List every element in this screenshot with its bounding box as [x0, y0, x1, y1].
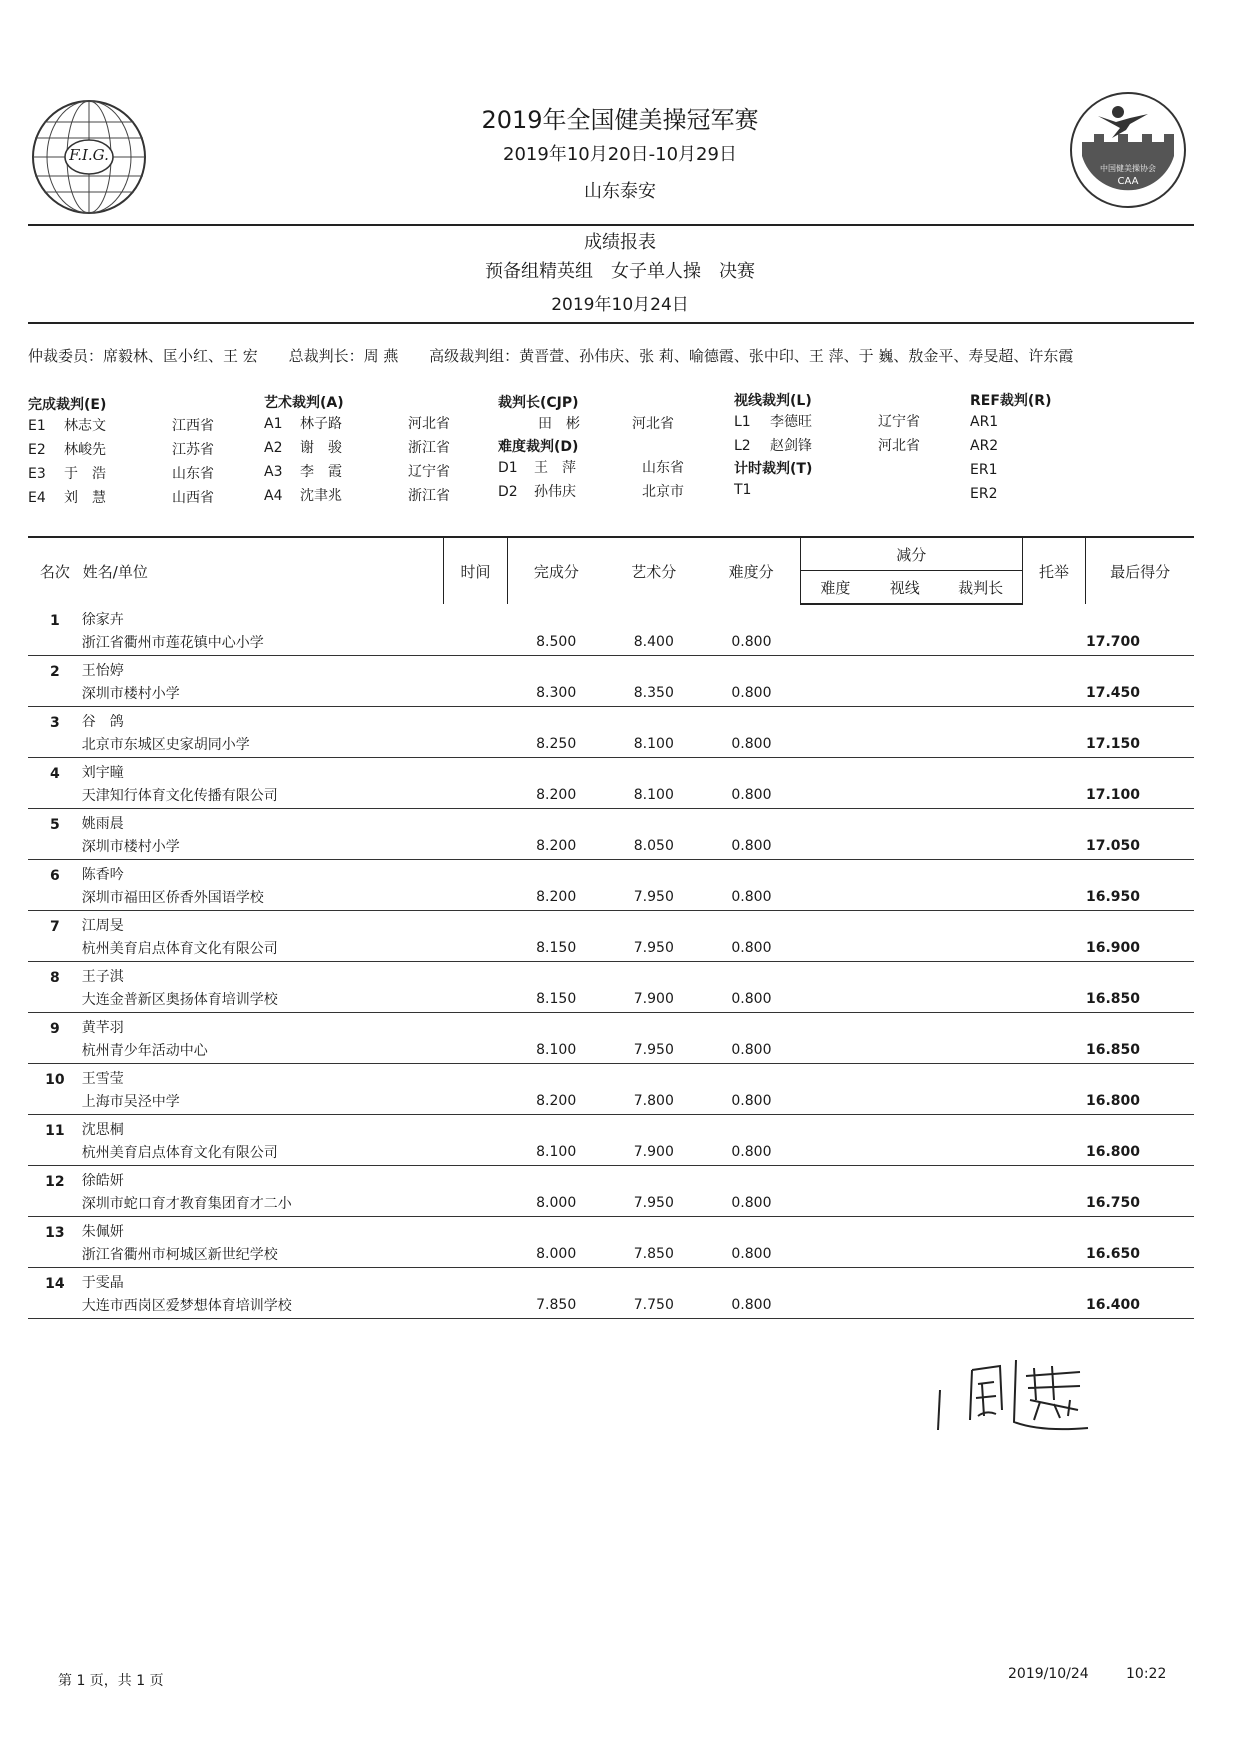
table-row-detail: [28, 884, 1194, 911]
judge-province: 辽宁省: [408, 464, 450, 480]
line-judges-title: 视线裁判(L): [734, 393, 812, 409]
report-subtitle: 预备组精英组 女子单人操 决赛: [485, 261, 755, 282]
judge-code: E4: [28, 490, 46, 506]
ref-judge-code: ER2: [970, 486, 998, 502]
judge-code: A2: [264, 440, 283, 456]
judge-row: [734, 410, 920, 434]
col-rank: 名次: [28, 537, 82, 604]
exec-score: 8.150: [507, 935, 605, 962]
rank-cell: 3: [50, 715, 60, 731]
final-score: 16.750: [1086, 1190, 1194, 1217]
judge-name: 孙伟庆: [534, 484, 576, 500]
execution-judges-title: 完成裁判(E): [28, 397, 107, 413]
execution-judges: [28, 394, 214, 510]
jury-committee: 仲裁委员：席毅林、匡小红、王 宏: [28, 347, 258, 365]
judge-code: D2: [498, 484, 518, 500]
rank-cell: 13: [45, 1225, 65, 1241]
col-name: 姓名/单位: [82, 537, 444, 604]
diff-score: 0.800: [703, 680, 801, 707]
table-row: [28, 911, 1194, 936]
rank-cell: 7: [50, 919, 60, 935]
athlete-unit: 杭州美育启点体育文化有限公司: [82, 935, 444, 962]
print-time: 10:22: [1126, 1666, 1167, 1682]
table-row: [28, 809, 1194, 834]
final-score: 17.150: [1086, 731, 1194, 758]
judge-name: 林峻先: [64, 442, 106, 458]
rank-cell: 1: [50, 613, 60, 629]
judge-row: [264, 484, 450, 508]
table-row-detail: [28, 1292, 1194, 1319]
diff-score: 0.800: [703, 731, 801, 758]
judge-code: A1: [264, 416, 283, 432]
judge-code: E3: [28, 466, 46, 482]
event-dates: 2019年10月20日-10月29日: [503, 144, 737, 165]
timer-judge-code: T1: [734, 482, 752, 498]
col-ded-difficulty: 难度: [800, 571, 870, 605]
diff-score: 0.800: [703, 1190, 801, 1217]
rank-cell: 6: [50, 868, 60, 884]
exec-score: 8.200: [507, 884, 605, 911]
athlete-name: 刘宇瞳: [81, 765, 124, 781]
exec-score: 8.200: [507, 782, 605, 809]
exec-score: 8.300: [507, 680, 605, 707]
final-score: 16.850: [1086, 1037, 1194, 1064]
fig-logo-text: F.I.G.: [69, 146, 109, 164]
diff-score: 0.800: [703, 1292, 801, 1319]
table-row-detail: [28, 731, 1194, 758]
final-score: 17.450: [1086, 680, 1194, 707]
judge-row: [264, 460, 450, 484]
athlete-unit: 深圳市福田区侨香外国语学校: [82, 884, 444, 911]
athlete-unit: 天津知行体育文化传播有限公司: [82, 782, 444, 809]
difficulty-judges-title: 难度裁判(D): [498, 439, 579, 455]
athlete-unit: 北京市东城区史家胡同小学: [82, 731, 444, 758]
athlete-unit: 深圳市楼村小学: [82, 833, 444, 860]
ref-judge-code: AR2: [970, 438, 999, 454]
col-diff: 难度分: [703, 537, 801, 604]
table-row: [28, 707, 1194, 732]
table-row: [28, 1115, 1194, 1140]
judge-row: [28, 414, 214, 438]
judge-code: L2: [734, 438, 751, 454]
print-date: 2019/10/24: [1008, 1666, 1089, 1682]
table-row-detail: [28, 1037, 1194, 1064]
art-score: 7.800: [605, 1088, 703, 1115]
table-row-detail: [28, 680, 1194, 707]
athlete-name: 王怡婷: [81, 663, 124, 679]
judge-row: [734, 434, 920, 458]
judge-code: A4: [264, 488, 283, 504]
table-row: [28, 656, 1194, 681]
chief-judge-title: 裁判长(CJP): [498, 395, 579, 411]
final-score: 16.950: [1086, 884, 1194, 911]
judge-province: 浙江省: [408, 488, 450, 504]
table-row-detail: [28, 833, 1194, 860]
exec-score: 8.500: [507, 629, 605, 656]
table-row-detail: [28, 1088, 1194, 1115]
table-row: [28, 1217, 1194, 1242]
athlete-name: 王雪莹: [81, 1071, 124, 1087]
results-table: [28, 536, 1194, 1319]
judge-name: 刘 慧: [64, 490, 106, 506]
col-deduction: 减分: [800, 537, 1022, 571]
athlete-unit: 杭州美育启点体育文化有限公司: [82, 1139, 444, 1166]
final-score: 16.900: [1086, 935, 1194, 962]
exec-score: 8.000: [507, 1190, 605, 1217]
exec-score: 8.200: [507, 1088, 605, 1115]
report-divider: [28, 322, 1194, 324]
col-lift: 托举: [1022, 537, 1086, 604]
caa-logo-text: 中国健美操协会: [1100, 164, 1156, 173]
rank-cell: 14: [45, 1276, 65, 1292]
diff-score: 0.800: [703, 1088, 801, 1115]
head-judge: 总裁判长：周 燕: [288, 347, 399, 365]
final-score: 17.700: [1086, 629, 1194, 656]
art-score: 7.900: [605, 1139, 703, 1166]
col-ded-chief: 裁判长: [940, 571, 1023, 605]
officials-line: [28, 345, 1099, 366]
event-title: 2019年全国健美操冠军赛: [481, 106, 759, 134]
report-title: 成绩报表: [584, 232, 656, 253]
judge-province: 浙江省: [408, 440, 450, 456]
athlete-name: 谷 鸽: [81, 714, 124, 730]
art-score: 8.100: [605, 731, 703, 758]
final-score: 16.400: [1086, 1292, 1194, 1319]
athlete-name: 黄芊羽: [81, 1020, 124, 1036]
athlete-name: 徐家卉: [81, 612, 124, 628]
diff-score: 0.800: [703, 629, 801, 656]
final-score: 16.850: [1086, 986, 1194, 1013]
table-row: [28, 1166, 1194, 1191]
chief-judge-province: 河北省: [632, 416, 674, 432]
athlete-name: 陈香吟: [81, 867, 124, 883]
judge-code: D1: [498, 460, 518, 476]
judge-province: 江西省: [172, 418, 214, 434]
athlete-unit: 深圳市楼村小学: [82, 680, 444, 707]
signature: [930, 1340, 1110, 1450]
chief-judge-name: 田 彬: [538, 416, 580, 432]
judge-province: 河北省: [878, 438, 920, 454]
art-score: 7.850: [605, 1241, 703, 1268]
rank-cell: 12: [45, 1174, 65, 1190]
judge-row: [264, 436, 450, 460]
exec-score: 8.100: [507, 1139, 605, 1166]
table-row: [28, 1013, 1194, 1038]
exec-score: 8.250: [507, 731, 605, 758]
athlete-unit: 浙江省衢州市莲花镇中心小学: [82, 629, 444, 656]
athlete-name: 江周旻: [81, 918, 124, 934]
art-score: 7.950: [605, 1037, 703, 1064]
athlete-unit: 大连市西岗区爱梦想体育培训学校: [82, 1292, 444, 1319]
athlete-unit: 浙江省衢州市柯城区新世纪学校: [82, 1241, 444, 1268]
final-score: 16.650: [1086, 1241, 1194, 1268]
art-score: 7.950: [605, 884, 703, 911]
judge-code: A3: [264, 464, 283, 480]
judge-province: 山西省: [172, 490, 214, 506]
athlete-unit: 杭州青少年活动中心: [82, 1037, 444, 1064]
exec-score: 8.000: [507, 1241, 605, 1268]
judge-name: 王 萍: [534, 460, 576, 476]
athlete-name: 姚雨晨: [81, 816, 124, 832]
diff-score: 0.800: [703, 935, 801, 962]
athlete-unit: 上海市吴泾中学: [82, 1088, 444, 1115]
judge-row: [498, 456, 684, 480]
judge-name: 沈聿兆: [300, 488, 342, 504]
diff-score: 0.800: [703, 884, 801, 911]
exec-score: 8.100: [507, 1037, 605, 1064]
judge-name: 谢 骏: [300, 440, 342, 456]
judge-row: [28, 486, 214, 510]
judge-province: 江苏省: [172, 442, 214, 458]
rank-cell: 5: [50, 817, 60, 833]
judge-name: 李 霞: [300, 464, 342, 480]
table-row-detail: [28, 629, 1194, 656]
art-score: 7.950: [605, 1190, 703, 1217]
judge-row: [498, 480, 684, 504]
art-score: 7.950: [605, 935, 703, 962]
col-time: 时间: [444, 537, 508, 604]
athlete-name: 王子淇: [81, 969, 124, 985]
report-date: 2019年10月24日: [551, 295, 689, 315]
judge-code: L1: [734, 414, 751, 430]
artistic-judges-title: 艺术裁判(A): [264, 395, 344, 411]
rank-cell: 10: [45, 1072, 65, 1088]
diff-score: 0.800: [703, 1037, 801, 1064]
athlete-unit: 大连金普新区奥扬体育培训学校: [82, 986, 444, 1013]
final-score: 16.800: [1086, 1139, 1194, 1166]
exec-score: 8.200: [507, 833, 605, 860]
timer-judges-title: 计时裁判(T): [734, 461, 813, 477]
table-row: [28, 604, 1194, 629]
table-row: [28, 1064, 1194, 1089]
rank-cell: 11: [45, 1123, 65, 1139]
judge-code: E2: [28, 442, 46, 458]
athlete-unit: 深圳市蛇口育才教育集团育才二小: [82, 1190, 444, 1217]
judge-name: 林子路: [300, 416, 342, 432]
exec-score: 7.850: [507, 1292, 605, 1319]
ref-judges-title: REF裁判(R): [970, 393, 1052, 409]
athlete-name: 沈思桐: [81, 1122, 124, 1138]
diff-score: 0.800: [703, 1139, 801, 1166]
art-score: 8.350: [605, 680, 703, 707]
page-number: 第 1 页，共 1 页: [58, 1673, 164, 1689]
table-row: [28, 1268, 1194, 1293]
final-score: 17.100: [1086, 782, 1194, 809]
col-ded-line: 视线: [870, 571, 940, 605]
athlete-name: 徐皓妍: [81, 1173, 124, 1189]
judge-name: 赵剑锋: [770, 438, 812, 454]
diff-score: 0.800: [703, 1241, 801, 1268]
ref-judges: [970, 390, 1051, 506]
table-row-detail: [28, 1241, 1194, 1268]
table-row: [28, 758, 1194, 783]
judge-name: 于 浩: [64, 466, 106, 482]
judge-province: 山东省: [642, 460, 684, 476]
rank-cell: 2: [50, 664, 60, 680]
col-exec: 完成分: [507, 537, 605, 604]
table-row: [28, 962, 1194, 987]
judge-row: [28, 438, 214, 462]
art-score: 8.100: [605, 782, 703, 809]
art-score: 7.750: [605, 1292, 703, 1319]
ref-judge-code: AR1: [970, 414, 999, 430]
line-judges: [734, 390, 920, 502]
diff-score: 0.800: [703, 782, 801, 809]
judge-province: 辽宁省: [878, 414, 920, 430]
judge-province: 山东省: [172, 466, 214, 482]
senior-panel: 高级裁判组：黄晋萱、孙伟庆、张 莉、喻德霞、张中印、王 萍、于 巍、敖金平、寿旻超、许东霞: [429, 347, 1074, 365]
final-score: 16.800: [1086, 1088, 1194, 1115]
art-score: 8.400: [605, 629, 703, 656]
art-score: 7.900: [605, 986, 703, 1013]
col-art: 艺术分: [605, 537, 703, 604]
header-divider: [28, 224, 1194, 226]
judge-code: E1: [28, 418, 46, 434]
rank-cell: 4: [50, 766, 60, 782]
diff-score: 0.800: [703, 833, 801, 860]
table-row-detail: [28, 782, 1194, 809]
athlete-name: 于雯晶: [81, 1275, 124, 1291]
judge-name: 李德旺: [770, 414, 812, 430]
artistic-judges: [264, 392, 450, 508]
table-row-detail: [28, 986, 1194, 1013]
judge-province: 河北省: [408, 416, 450, 432]
caa-logo-abbr: CAA: [1117, 176, 1139, 187]
final-score: 17.050: [1086, 833, 1194, 860]
col-final: 最后得分: [1086, 537, 1194, 604]
chief-judge: [498, 392, 684, 504]
ref-judge-code: ER1: [970, 462, 998, 478]
table-row-detail: [28, 1190, 1194, 1217]
table-row-detail: [28, 1139, 1194, 1166]
event-city: 山东泰安: [584, 181, 656, 202]
rank-cell: 9: [50, 1021, 60, 1037]
rank-cell: 8: [50, 970, 60, 986]
judge-province: 北京市: [642, 484, 684, 500]
judge-row: [28, 462, 214, 486]
table-row: [28, 860, 1194, 885]
judge-name: 林志文: [64, 418, 106, 434]
table-row-detail: [28, 935, 1194, 962]
art-score: 8.050: [605, 833, 703, 860]
diff-score: 0.800: [703, 986, 801, 1013]
judge-row: [264, 412, 450, 436]
athlete-name: 朱佩妍: [81, 1224, 124, 1240]
exec-score: 8.150: [507, 986, 605, 1013]
